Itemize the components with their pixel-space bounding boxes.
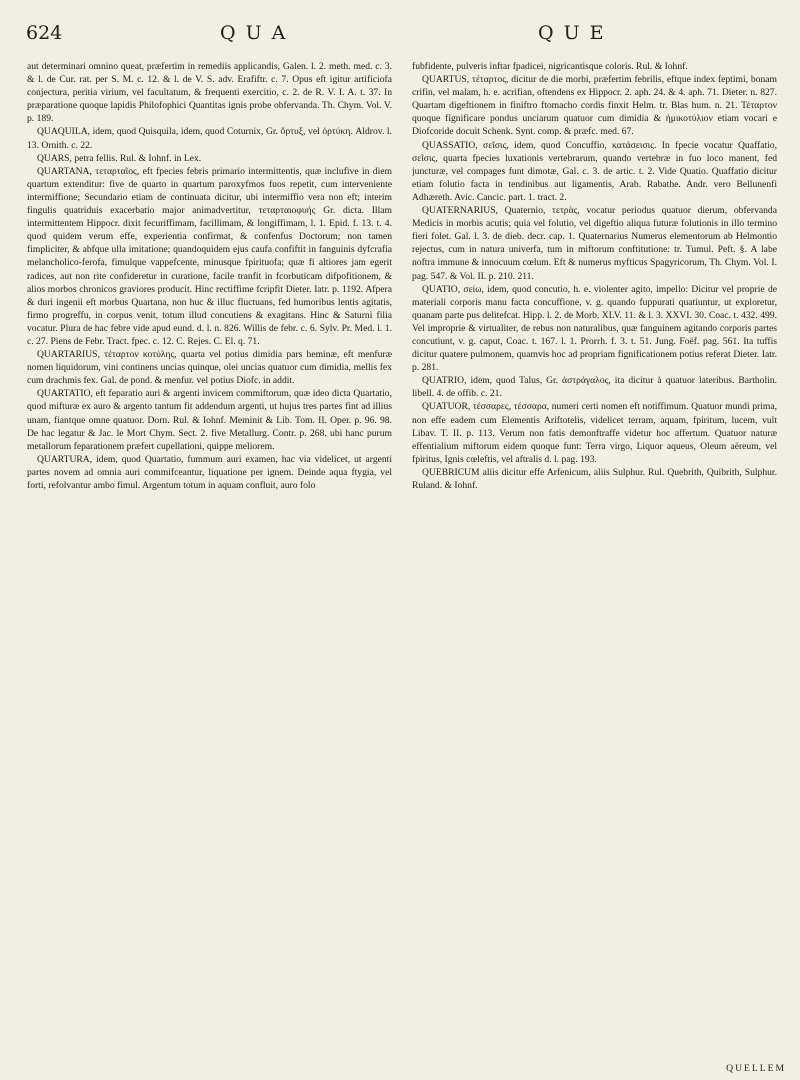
left-running-head: Q U A <box>220 22 288 44</box>
entry-paragraph: QUARS, petra fellis. Rul. & Iohnf. in Lex. <box>37 152 202 164</box>
right-column <box>412 60 777 1060</box>
entry-paragraph: QUATIO, σείω, idem, quod concutio, h. e. violenter agito, impello: Dicitur vel proprie de materiali corporis manu facta concuffione, v. g. quando fuppurati quatiuntur, ut exploretur, quanam parte pus delitefcat. Hipp. l. 2. de Morb. XLV. 11. & l. 3. XXVI. 30. Coac. t. 432. 499. Vel improprie & virtualiter, de rebus non naturalibus, quæ fanguinem agitando corporis partes concutiunt, v. g. caput, Coac. t. 167. l. 1. Prorrh. f. 3. t. 51. Jung. Foëf. pag. 561. Ita tuffis dicitur quatere pulmonem, quamvis hoc ad propriam fignificationem potius referat Dieter. Iatr. p. 281. <box>412 283 777 374</box>
right-running-head: Q U E <box>538 22 606 44</box>
entry-paragraph: aut determinari omnino queat, præfertim in remediis applicandis, Galen. l. 2. meth. med. c. 3. & l. de Cur. rat. per S. M. c. 12. & l. de V. S. adv. Erafiftr. c. 7. Opus eft igitur artificiofa conjectura, peritia virium, vel facultatum, & frequenti exercitio, c. 2. de R. V. I. A. t. 37. In præparatione quoque lapidis Philofophici Quantitas ignis probe obfervanda. Th. Chym. Vol. V. p. 189. <box>27 61 392 125</box>
entry-paragraph: QUATRIO, idem, quod Talus, Gr. ἀστράγαλος, ita dicitur à quatuor lateribus. Bartholin. libell. 4. de offib. c. 21. <box>412 375 777 400</box>
entry-paragraph: QUARTURA, idem, quod Quartatio, fummum auri examen, hac via videlicet, ut argenti partes novem ad omnia auri commifceantur, liquatione per ignem. Deinde aqua ftygia, vel forti, refolvantur ambo fimul. Argentum totum in aquam confluit, auro folo <box>27 453 392 491</box>
entry-paragraph: QUARTUS, τέταρτος, dicitur de die morbi, præfertim febrilis, eftque index feptimi, bonam crifin, vel malam, h. e. acrifian, oftendens ex Hippocr. 2. aph. 24. & 4. aph. 71. Dieter. n. 827. Quartam digeftionem in finiftro ftomacho cordis finxit Helm. tr. Blas hum. n. 21. Τέταρτον quoque fignificare pondus unciarum quatuor cum dimidia & ἡμικοτύλιον etiam vocari e Diofcoride docuit Schenk. Synt. comp. & præfc. med. 67. <box>412 74 777 138</box>
entry-paragraph: fubfidente, pulveris inftar fpadicei, nigricantisque coloris. Rul. & Iohnf. <box>412 61 688 72</box>
entry-paragraph: QUATUOR, τέσσαρες, τέσσαρα, numeri certi nomen eft notiffimum. Quatuor mundi prima, non effe eadem cum Elementis Ariftotelis, videlicet terram, aquam, fpiritum, lucem, vult Libav. T. II. p. 113. Verum non fatis demonftraffe videtur hoc affertum. Quatuor naturæ effentialium miftorum eidem quoque funt: Terra virgo, Liquor aqueus, Oleum aëreum, vel fpiritus, Ignis cœleftis, vel aftralis d. l. pag. 193. <box>412 401 777 465</box>
entry-paragraph: QUATERNARIUS, Quaternio, τετρὰς, vocatur periodus quatuor dierum, obfervanda Medicis in morbis acutis; quia vel folutio, vel digeftio aliqua futuræ folutionis in illo termino fieri folet. Gal. l. 3. de dieb. decr. cap. 1. Quaternarius Numerus elementorum ab Helmontio rejectus, cum in natura univerfa, tum in miftorum conftitutione: tr. Tumul. Peft. §. A labe noftra immune & innocuum cœlum. Eft & numerus myfticus Spagyricorum, Th. Chym. Vol. I. pag. 547. & Vol. II. p. 210. 211. <box>412 205 777 282</box>
entry-paragraph: QUARTATIO, eft feparatio auri & argenti invicem commiftorum, quæ ideo dicta Quartatio, quod mifturæ ex auro & argento tantum fit addendum argenti, ut hujus tres partes fint ad illius unam, fiantque omne quatuor. Dorn. Rul. & Iohnf. Meminit & Lib. Tom. II. Oper. p. 96. 98. De hac legatur & Jac. le Mort Chym. Sect. 2. five Metallurg. Contr. p. 268. ubi hanc purum metallorum feparationem præfert cupellationi, quippe meliorem. <box>27 388 392 452</box>
entry-paragraph: QUAQUILA, idem, quod Quisquila, idem, quod Coturnix, Gr. ὄρτυξ, vel ὀρτύκη. Aldrov. l. 13. Ornith. c. 22. <box>27 126 392 151</box>
left-column <box>27 60 392 1060</box>
entry-paragraph: QUEBRICUM aliis dicitur effe Arfenicum, aliis Sulphur. Rul. Quebrith, Quibrith, Sulphur. Ruland. & Iohnf. <box>412 466 777 491</box>
catchword: QUELLEM <box>726 1063 786 1074</box>
page-number: 624 <box>26 22 63 44</box>
entry-paragraph: QUARTARIUS, τέταρτον κοτύλης, quarta vel potius dimidia pars heminæ, eft menfuræ nomen liquidorum, vini continens uncias quinque, olei uncias quatuor cum dimidia, mellis fex cum drachmis fex. Gal. de pond. & menfur. vel potius Diofc. in addit. <box>27 349 392 387</box>
entry-paragraph: QUARTANA, τεταρταῖος, eft fpecies febris primario intermittentis, quæ inclufive in diem quartum extenditur: five de quarto in quartum paroxyfmos fuos repetit, cum interveniente intermiffione; Secundario etiam de continuata dicitur, ubi intermiffio vera non eft; interim fingulis quatriduis exacerbatio major animadvertitur, τεταρταιοφυής Gr. dicta. Illam intermittentem Hippocr. dixit fecuriffimam, facillimam, & longiffimam, l. 1. Epid. f. 13. t. 4. quod quidem verum effe, experientia confirmat, & confenfus Doctorum; non tamen fimpliciter, & abfque ulla imitatione; quandoquidem ejus caufa confiftit in fanguinis dyfcrafia melancholico-ferofa, fimulque vappefcente, minusque fpirituofa; quæ fi altiores jam egerit radices, aut non rite confideretur in curatione, facile tranfit in fcorbuticam difpofitionem, & alios morbos chronicos graviores producit. Hinc rectiffime fcripfit Dieter. Iatr. p. 1192. Afpera & duri ingenii eft morbus Quartana, non huc & illuc fluctuans, fed humoribus lentis agitatis, firmo progreffu, in corpus venit, totum illud concutiens & exagitans. Hinc & Saturni filia vocatur. Plura de hac febre vide apud eund. d. l. n. 826. Willis de febr. c. 6. Sylv. Pr. Med. l. 1. c. 27. Piens de Febr. Tract. fpec. c. 12. C. Rejes. C. El. q. 71. <box>27 165 392 347</box>
entry-paragraph: QUASSATIO, σεῖσις, idem, quod Concuffio, κατάσεισις. In fpecie vocatur Quaffatio, σεῖσις, quarta fpecies luxationis vertebrarum, quando vertebræ in fuo loco manent, fed juncturæ, vel compages funt dimotæ, Gal. c. 3. de artic. t. 2. Vide Quatio. Quaffatio dicitur etiam folutio facta in tendinibus aut ligamentis, Arab. Rabathe. Andr. vero Bellunenfi Adhæreth. Avic. Cancic. part. 1. tract. 2. <box>412 139 777 203</box>
